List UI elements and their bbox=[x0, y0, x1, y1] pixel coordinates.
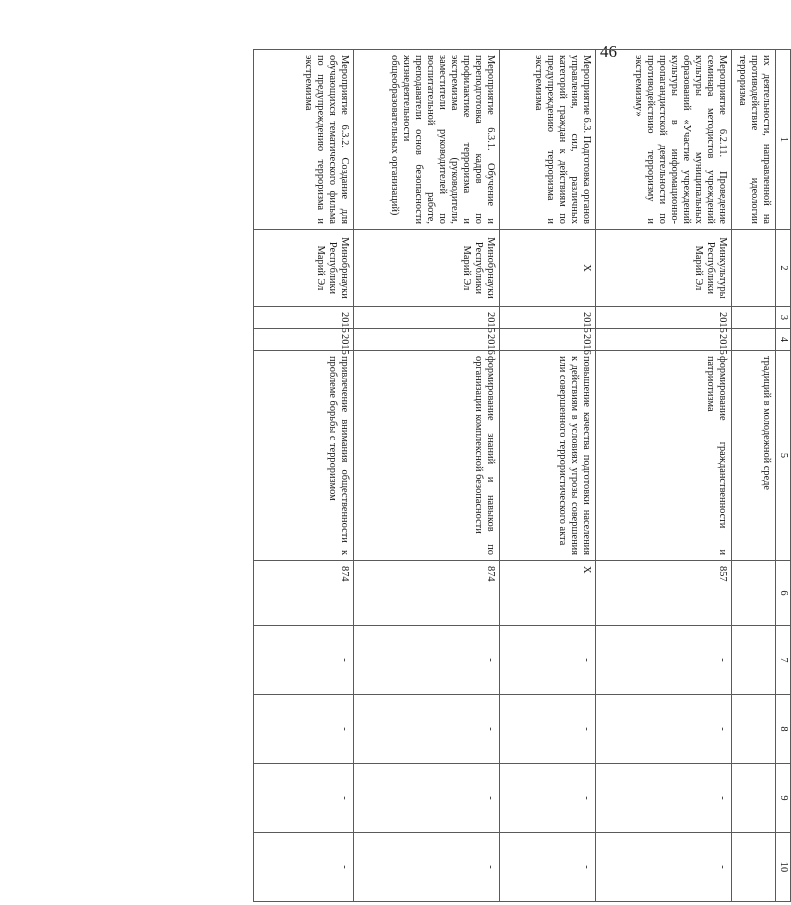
value-cell: - bbox=[596, 833, 732, 902]
value-cell: - bbox=[596, 626, 732, 695]
code-cell: 857 bbox=[596, 561, 732, 626]
value-cell: - bbox=[254, 764, 354, 833]
table-row bbox=[596, 50, 732, 902]
value-cell bbox=[732, 833, 776, 902]
result-cell: формирование гражданственности и патриотизма bbox=[596, 351, 732, 561]
code-cell bbox=[732, 561, 776, 626]
value-cell: - bbox=[354, 764, 500, 833]
end-year-cell bbox=[732, 329, 776, 351]
executor-cell: Минкультуры Республики Марий Эл bbox=[596, 230, 732, 307]
column-number-row bbox=[776, 50, 791, 902]
value-cell: - bbox=[254, 833, 354, 902]
value-cell bbox=[732, 764, 776, 833]
measure-cell: Мероприятие 6.3. Подготовка органов управления, сил, различных категорий граждан к действиям по предупреждению терроризма и экстремизма bbox=[500, 50, 596, 230]
result-cell: привлечение внимания общественности к проблеме борьбы с терроризмом bbox=[254, 351, 354, 561]
code-cell: Х bbox=[500, 561, 596, 626]
measure-cell: Мероприятие 6.3.2. Создание для обучающихся тематического фильма по предупреждению терроризма и экстремизма bbox=[254, 50, 354, 230]
start-year-cell bbox=[732, 307, 776, 329]
column-number: 8 bbox=[776, 695, 791, 764]
start-year-cell: 2015 bbox=[254, 307, 354, 329]
value-cell: - bbox=[354, 626, 500, 695]
table-row bbox=[354, 50, 500, 902]
start-year-cell: 2015 bbox=[596, 307, 732, 329]
column-number: 5 bbox=[776, 351, 791, 561]
column-number: 3 bbox=[776, 307, 791, 329]
measure-cell: Мероприятие 6.3.1. Обучение и переподготовка кадров по профилактике терроризма и экстремизма (руководители, заместители руководителей по воспитательной работе, преподаватели основ безопасности жизнедеятельности общеобразовательных организаций) bbox=[354, 50, 500, 230]
column-number: 6 bbox=[776, 561, 791, 626]
result-cell: традиций в молодежной среде bbox=[732, 351, 776, 561]
measure-cell: Мероприятие 6.2.11. Проведение семинара методистов учреждений культуры муниципальных образований «Участие учреждений культуры в информационно-пропагандистской деятельности по противодействию терроризму и экстремизму» bbox=[596, 50, 732, 230]
code-cell: 874 bbox=[254, 561, 354, 626]
page-number: 46 bbox=[600, 42, 617, 61]
column-number: 4 bbox=[776, 329, 791, 351]
end-year-cell: 2016 bbox=[500, 329, 596, 351]
executor-cell: Минобрнауки Республики Марий Эл bbox=[354, 230, 500, 307]
end-year-cell: 2016 bbox=[354, 329, 500, 351]
column-number: 1 bbox=[776, 50, 791, 230]
value-cell: - bbox=[500, 764, 596, 833]
value-cell: - bbox=[254, 626, 354, 695]
value-cell bbox=[732, 626, 776, 695]
value-cell bbox=[732, 695, 776, 764]
value-cell: - bbox=[596, 695, 732, 764]
value-cell: - bbox=[596, 764, 732, 833]
executor-cell: Минобрнауки Республики Марий Эл bbox=[254, 230, 354, 307]
column-number: 7 bbox=[776, 626, 791, 695]
column-number: 10 bbox=[776, 833, 791, 902]
table-row bbox=[254, 50, 354, 902]
start-year-cell: 2015 bbox=[354, 307, 500, 329]
value-cell: - bbox=[500, 833, 596, 902]
measures-table bbox=[253, 49, 791, 902]
value-cell: - bbox=[354, 695, 500, 764]
result-cell: повышение качества подготовки населения к действиям в условиях угрозы совершения или совершенного террористического акта bbox=[500, 351, 596, 561]
end-year-cell: 2015 bbox=[596, 329, 732, 351]
rotated-table-page bbox=[131, 49, 791, 901]
value-cell: - bbox=[254, 695, 354, 764]
executor-cell bbox=[732, 230, 776, 307]
value-cell: - bbox=[500, 695, 596, 764]
start-year-cell: 2015 bbox=[500, 307, 596, 329]
value-cell: - bbox=[500, 626, 596, 695]
measure-cell: их деятельности, направленной на противодействие идеологии терроризма bbox=[732, 50, 776, 230]
table-row bbox=[732, 50, 776, 902]
column-number: 2 bbox=[776, 230, 791, 307]
executor-cell: Х bbox=[500, 230, 596, 307]
code-cell: 874 bbox=[354, 561, 500, 626]
value-cell: - bbox=[354, 833, 500, 902]
result-cell: формирование знаний и навыков по организации комплексной безопасности bbox=[354, 351, 500, 561]
table-row bbox=[500, 50, 596, 902]
end-year-cell: 2015 bbox=[254, 329, 354, 351]
column-number: 9 bbox=[776, 764, 791, 833]
